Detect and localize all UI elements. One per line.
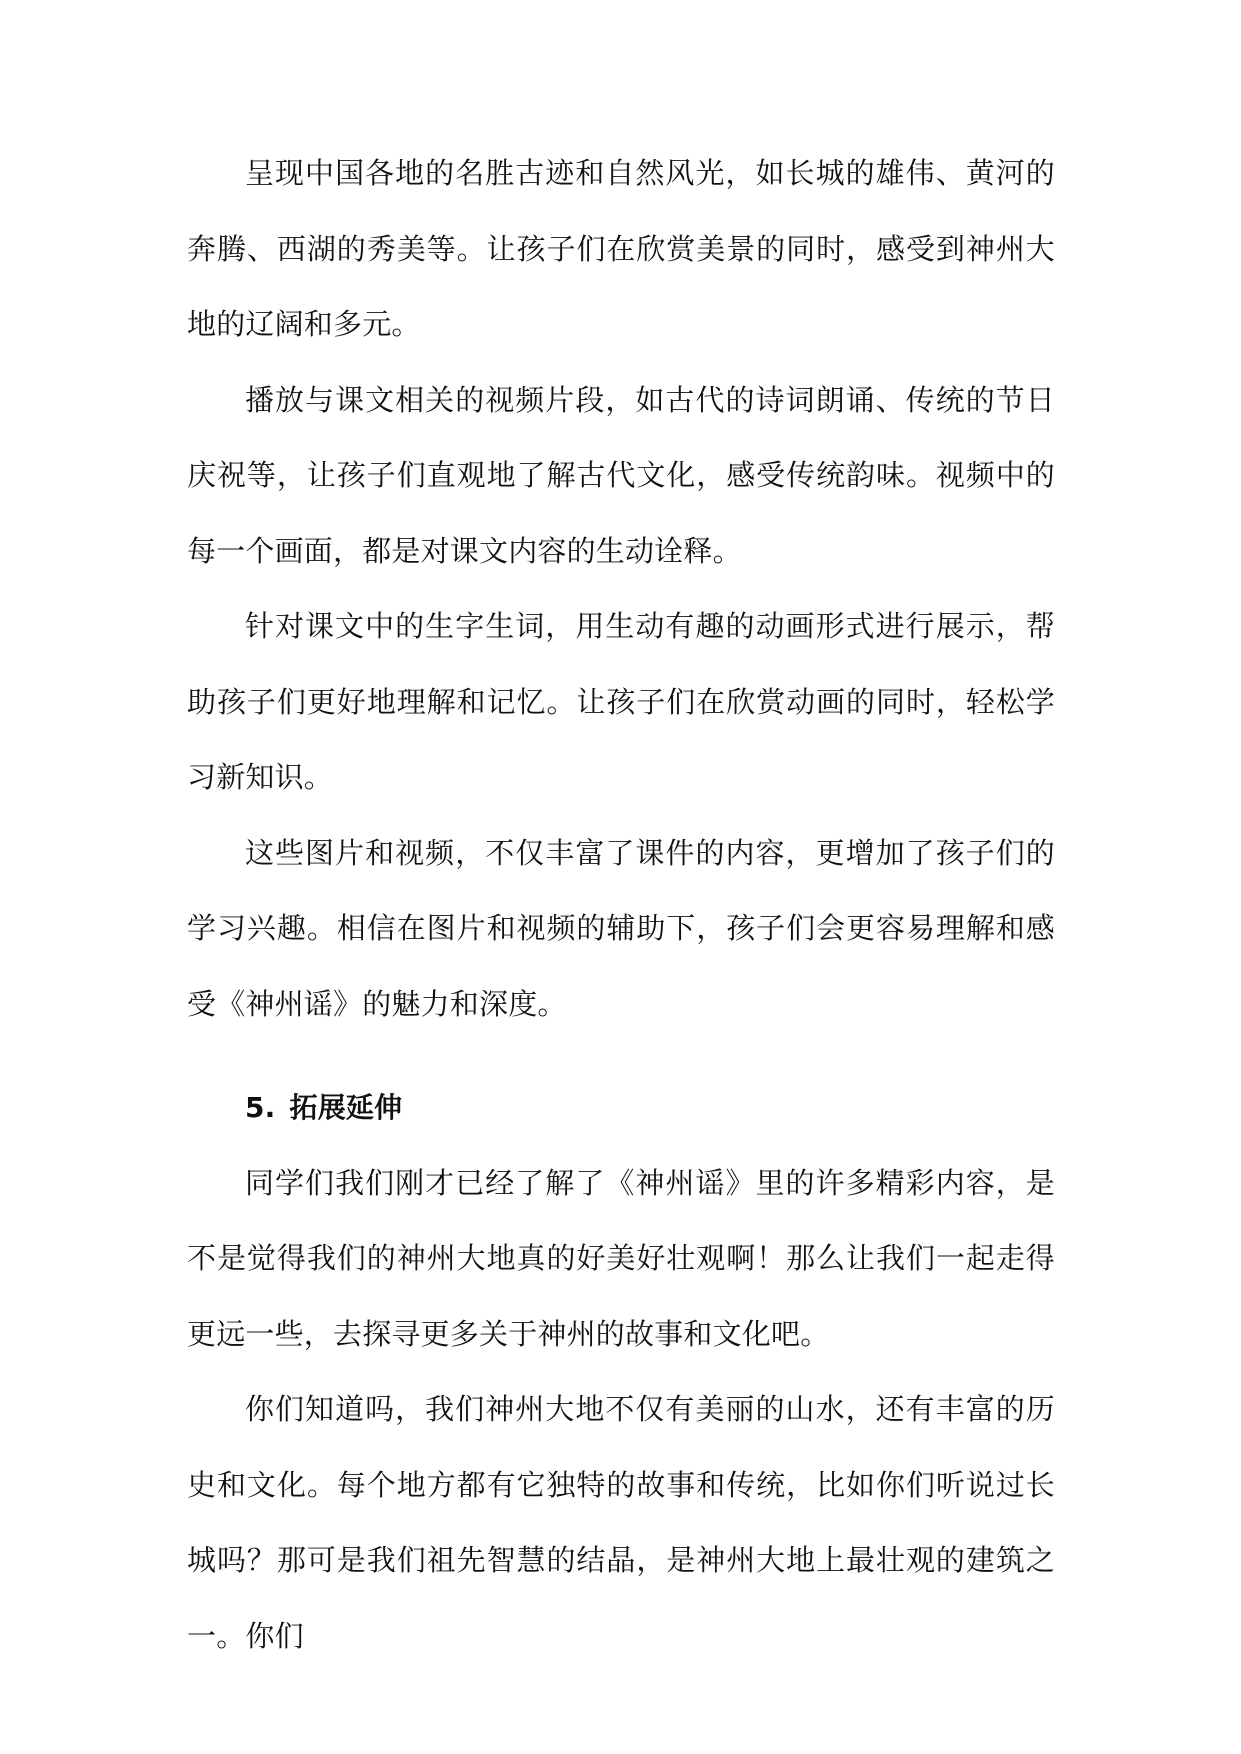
section-number: 5. — [245, 1091, 276, 1124]
paragraph-scenery: 呈现中国各地的名胜古迹和自然风光，如长城的雄伟、黄河的奔腾、西湖的秀美等。让孩子们在欣赏美景的同时，感受到神州大地的辽阔和多元。 — [187, 156, 1055, 341]
paragraph-extension-history: 你们知道吗，我们神州大地不仅有美丽的山水，还有丰富的历史和文化。每个地方都有它独特的故事和传统，比如你们听说过长城吗？那可是我们祖先智慧的结晶，是神州大地上最壮观的建筑之一。你们 — [187, 1392, 1055, 1653]
paragraph-summary: 这些图片和视频，不仅丰富了课件的内容，更增加了孩子们的学习兴趣。相信在图片和视频的辅助下，孩子们会更容易理解和感受《神州谣》的魅力和深度。 — [187, 835, 1055, 1021]
paragraph-video: 播放与课文相关的视频片段，如古代的诗词朗诵、传统的节日庆祝等，让孩子们直观地了解古代文化，感受传统韵味。视频中的每一个画面，都是对课文内容的生动诠释。 — [187, 382, 1055, 568]
paragraph-animation: 针对课文中的生字生词，用生动有趣的动画形式进行展示，帮助孩子们更好地理解和记忆。让孩子们在欣赏动画的同时，轻松学习新知识。 — [187, 609, 1055, 794]
section-title: 拓展延伸 — [289, 1091, 403, 1124]
document-body — [187, 136, 1055, 1674]
section-heading — [187, 1070, 1055, 1146]
paragraph-extension-intro: 同学们我们刚才已经了解了《神州谣》里的许多精彩内容，是不是觉得我们的神州大地真的好美好壮观啊！那么让我们一起走得更远一些，去探寻更多关于神州的故事和文化吧。 — [187, 1165, 1055, 1351]
